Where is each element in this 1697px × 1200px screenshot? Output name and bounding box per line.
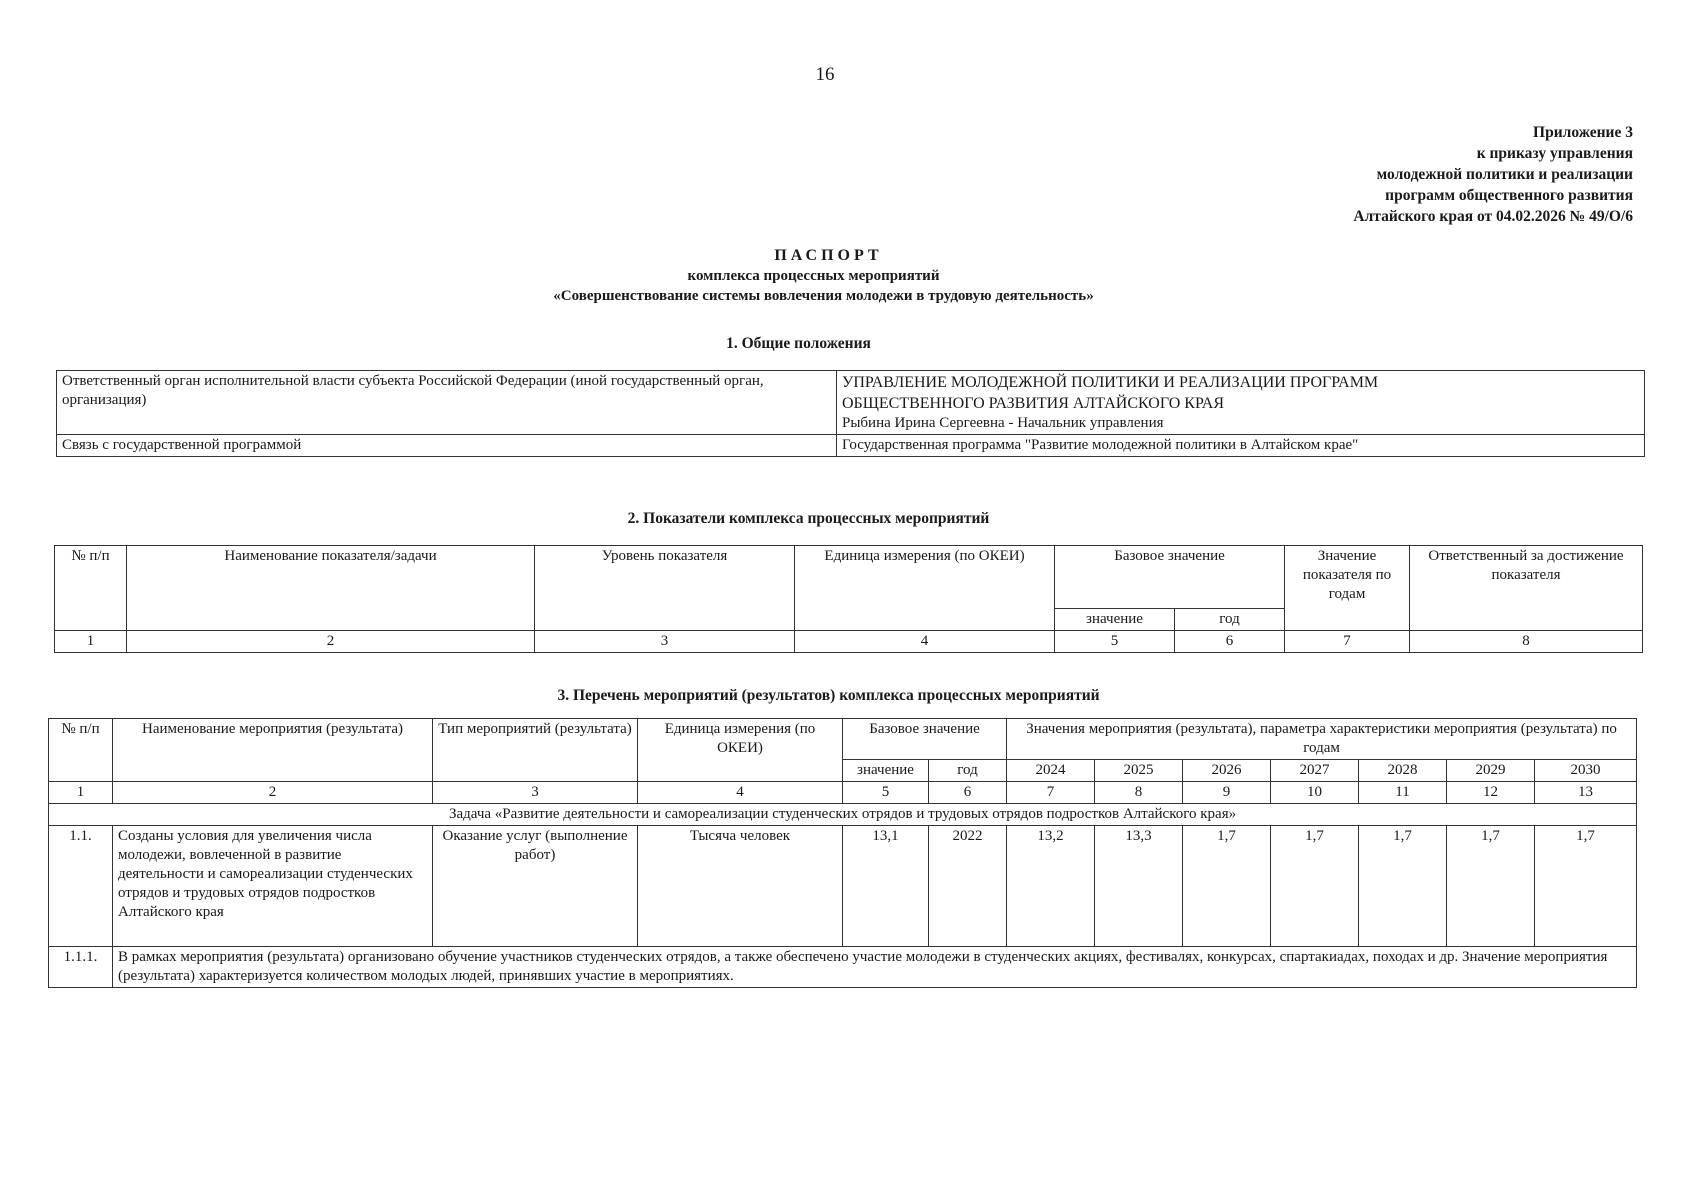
header-year: 2026 bbox=[1183, 760, 1271, 782]
header-year: 2029 bbox=[1447, 760, 1535, 782]
column-number: 12 bbox=[1447, 782, 1535, 804]
header-responsible: Ответственный за достижение показателя bbox=[1410, 546, 1643, 631]
header-year: 2027 bbox=[1271, 760, 1359, 782]
table-row bbox=[57, 435, 1645, 457]
program-link-value: Государственная программа "Развитие молодежной политики в Алтайском крае" bbox=[837, 435, 1645, 457]
row-description: В рамках мероприятия (результата) организовано обучение участников студенческих отрядов, а также обеспечено участие молодежи в студенческих акциях, фестивалях, конкурсах, спартакиадах, походах и др. Значение мероприятия (результата) характеризуется количеством молодых людей, принявших участие в мероприятиях. bbox=[113, 947, 1637, 988]
header-name: Наименование мероприятия (результата) bbox=[113, 719, 433, 782]
header-name: Наименование показателя/задачи bbox=[127, 546, 535, 631]
header-values: Значения мероприятия (результата), параметра характеристики мероприятия (результата) по годам bbox=[1007, 719, 1637, 760]
header-base: Базовое значение bbox=[843, 719, 1007, 760]
header-base-value: значение bbox=[1055, 609, 1175, 631]
appendix-line: программ общественного развития bbox=[1385, 187, 1633, 204]
table-row bbox=[55, 631, 1643, 653]
header-num: № п/п bbox=[49, 719, 113, 782]
table-row bbox=[57, 371, 1645, 435]
column-number: 7 bbox=[1007, 782, 1095, 804]
table-row bbox=[49, 947, 1637, 988]
appendix-line: к приказу управления bbox=[1476, 145, 1633, 162]
header-year: 2025 bbox=[1095, 760, 1183, 782]
appendix-line: молодежной политики и реализации bbox=[1376, 166, 1633, 183]
header-base-year: год bbox=[929, 760, 1007, 782]
row-base-value: 13,1 bbox=[843, 826, 929, 947]
appendix-line: Алтайского края от 04.02.2026 № 49/О/6 bbox=[1353, 208, 1633, 225]
row-value-2028: 1,7 bbox=[1359, 826, 1447, 947]
page-number: 16 bbox=[815, 64, 835, 85]
task-row: Задача «Развитие деятельности и самореализации студенческих отрядов и трудовых отрядов подростков Алтайского края» bbox=[49, 804, 1637, 826]
column-number: 9 bbox=[1183, 782, 1271, 804]
program-link-label: Связь с государственной программой bbox=[57, 435, 837, 457]
title-passport: ПАСПОРТ bbox=[774, 247, 883, 264]
table-row bbox=[49, 719, 1637, 760]
header-year: 2030 bbox=[1535, 760, 1637, 782]
column-number: 4 bbox=[638, 782, 843, 804]
title-subtitle: комплекса процессных мероприятий bbox=[687, 268, 940, 284]
header-level: Уровень показателя bbox=[535, 546, 795, 631]
row-num: 1.1. bbox=[49, 826, 113, 947]
header-num: № п/п bbox=[55, 546, 127, 631]
events-table bbox=[48, 718, 1637, 988]
column-number: 6 bbox=[1175, 631, 1285, 653]
row-num: 1.1.1. bbox=[49, 947, 113, 988]
responsible-body-label: Ответственный орган исполнительной власти субъекта Российской Федерации (иной государственный орган, организация) bbox=[57, 371, 837, 435]
row-type: Оказание услуг (выполнение работ) bbox=[433, 826, 638, 947]
column-number: 8 bbox=[1410, 631, 1643, 653]
section1-heading: 1. Общие положения bbox=[726, 335, 871, 352]
row-value-2030: 1,7 bbox=[1535, 826, 1637, 947]
column-number: 2 bbox=[113, 782, 433, 804]
header-unit: Единица измерения (по ОКЕИ) bbox=[795, 546, 1055, 631]
header-type: Тип мероприятий (результата) bbox=[433, 719, 638, 782]
table-row bbox=[49, 804, 1637, 826]
header-base-year: год bbox=[1175, 609, 1285, 631]
column-number: 13 bbox=[1535, 782, 1637, 804]
column-number: 1 bbox=[49, 782, 113, 804]
value-line: Рыбина Ирина Сергеевна - Начальник управления bbox=[842, 415, 1164, 431]
table-row bbox=[49, 826, 1637, 947]
indicators-table bbox=[54, 545, 1643, 653]
value-line: ОБЩЕСТВЕННОГО РАЗВИТИЯ АЛТАЙСКОГО КРАЯ bbox=[842, 395, 1225, 412]
header-year: 2028 bbox=[1359, 760, 1447, 782]
responsible-body-value bbox=[837, 371, 1645, 435]
passport-title bbox=[0, 246, 1697, 306]
column-number: 11 bbox=[1359, 782, 1447, 804]
column-number: 1 bbox=[55, 631, 127, 653]
table-row bbox=[55, 546, 1643, 609]
column-number: 7 bbox=[1285, 631, 1410, 653]
header-value: Значение показателя по годам bbox=[1285, 546, 1410, 631]
table-row bbox=[49, 782, 1637, 804]
row-name: Созданы условия для увеличения числа молодежи, вовлеченной в развитие деятельности и самореализации студенческих отрядов и трудовых отрядов подростков Алтайского края bbox=[113, 826, 433, 947]
column-number: 6 bbox=[929, 782, 1007, 804]
row-value-2026: 1,7 bbox=[1183, 826, 1271, 947]
header-base-value: значение bbox=[843, 760, 929, 782]
appendix-line: Приложение 3 bbox=[1533, 124, 1633, 141]
column-number: 5 bbox=[1055, 631, 1175, 653]
section3-heading: 3. Перечень мероприятий (результатов) комплекса процессных мероприятий bbox=[557, 687, 1100, 704]
column-number: 10 bbox=[1271, 782, 1359, 804]
column-number: 3 bbox=[535, 631, 795, 653]
row-value-2024: 13,2 bbox=[1007, 826, 1095, 947]
header-unit: Единица измерения (по ОКЕИ) bbox=[638, 719, 843, 782]
general-provisions-table bbox=[56, 370, 1645, 457]
row-value-2029: 1,7 bbox=[1447, 826, 1535, 947]
value-line: УПРАВЛЕНИЕ МОЛОДЕЖНОЙ ПОЛИТИКИ И РЕАЛИЗАЦИИ ПРОГРАММ bbox=[842, 374, 1379, 391]
column-number: 4 bbox=[795, 631, 1055, 653]
appendix-block bbox=[1353, 122, 1633, 227]
column-number: 2 bbox=[127, 631, 535, 653]
column-number: 8 bbox=[1095, 782, 1183, 804]
column-number: 3 bbox=[433, 782, 638, 804]
header-base: Базовое значение bbox=[1055, 546, 1285, 609]
row-value-2025: 13,3 bbox=[1095, 826, 1183, 947]
section2-heading: 2. Показатели комплекса процессных мероприятий bbox=[627, 510, 990, 527]
header-year: 2024 bbox=[1007, 760, 1095, 782]
row-value-2027: 1,7 bbox=[1271, 826, 1359, 947]
title-name: «Совершенствование системы вовлечения молодежи в трудовую деятельность» bbox=[553, 288, 1094, 304]
row-base-year: 2022 bbox=[929, 826, 1007, 947]
row-unit: Тысяча человек bbox=[638, 826, 843, 947]
column-number: 5 bbox=[843, 782, 929, 804]
